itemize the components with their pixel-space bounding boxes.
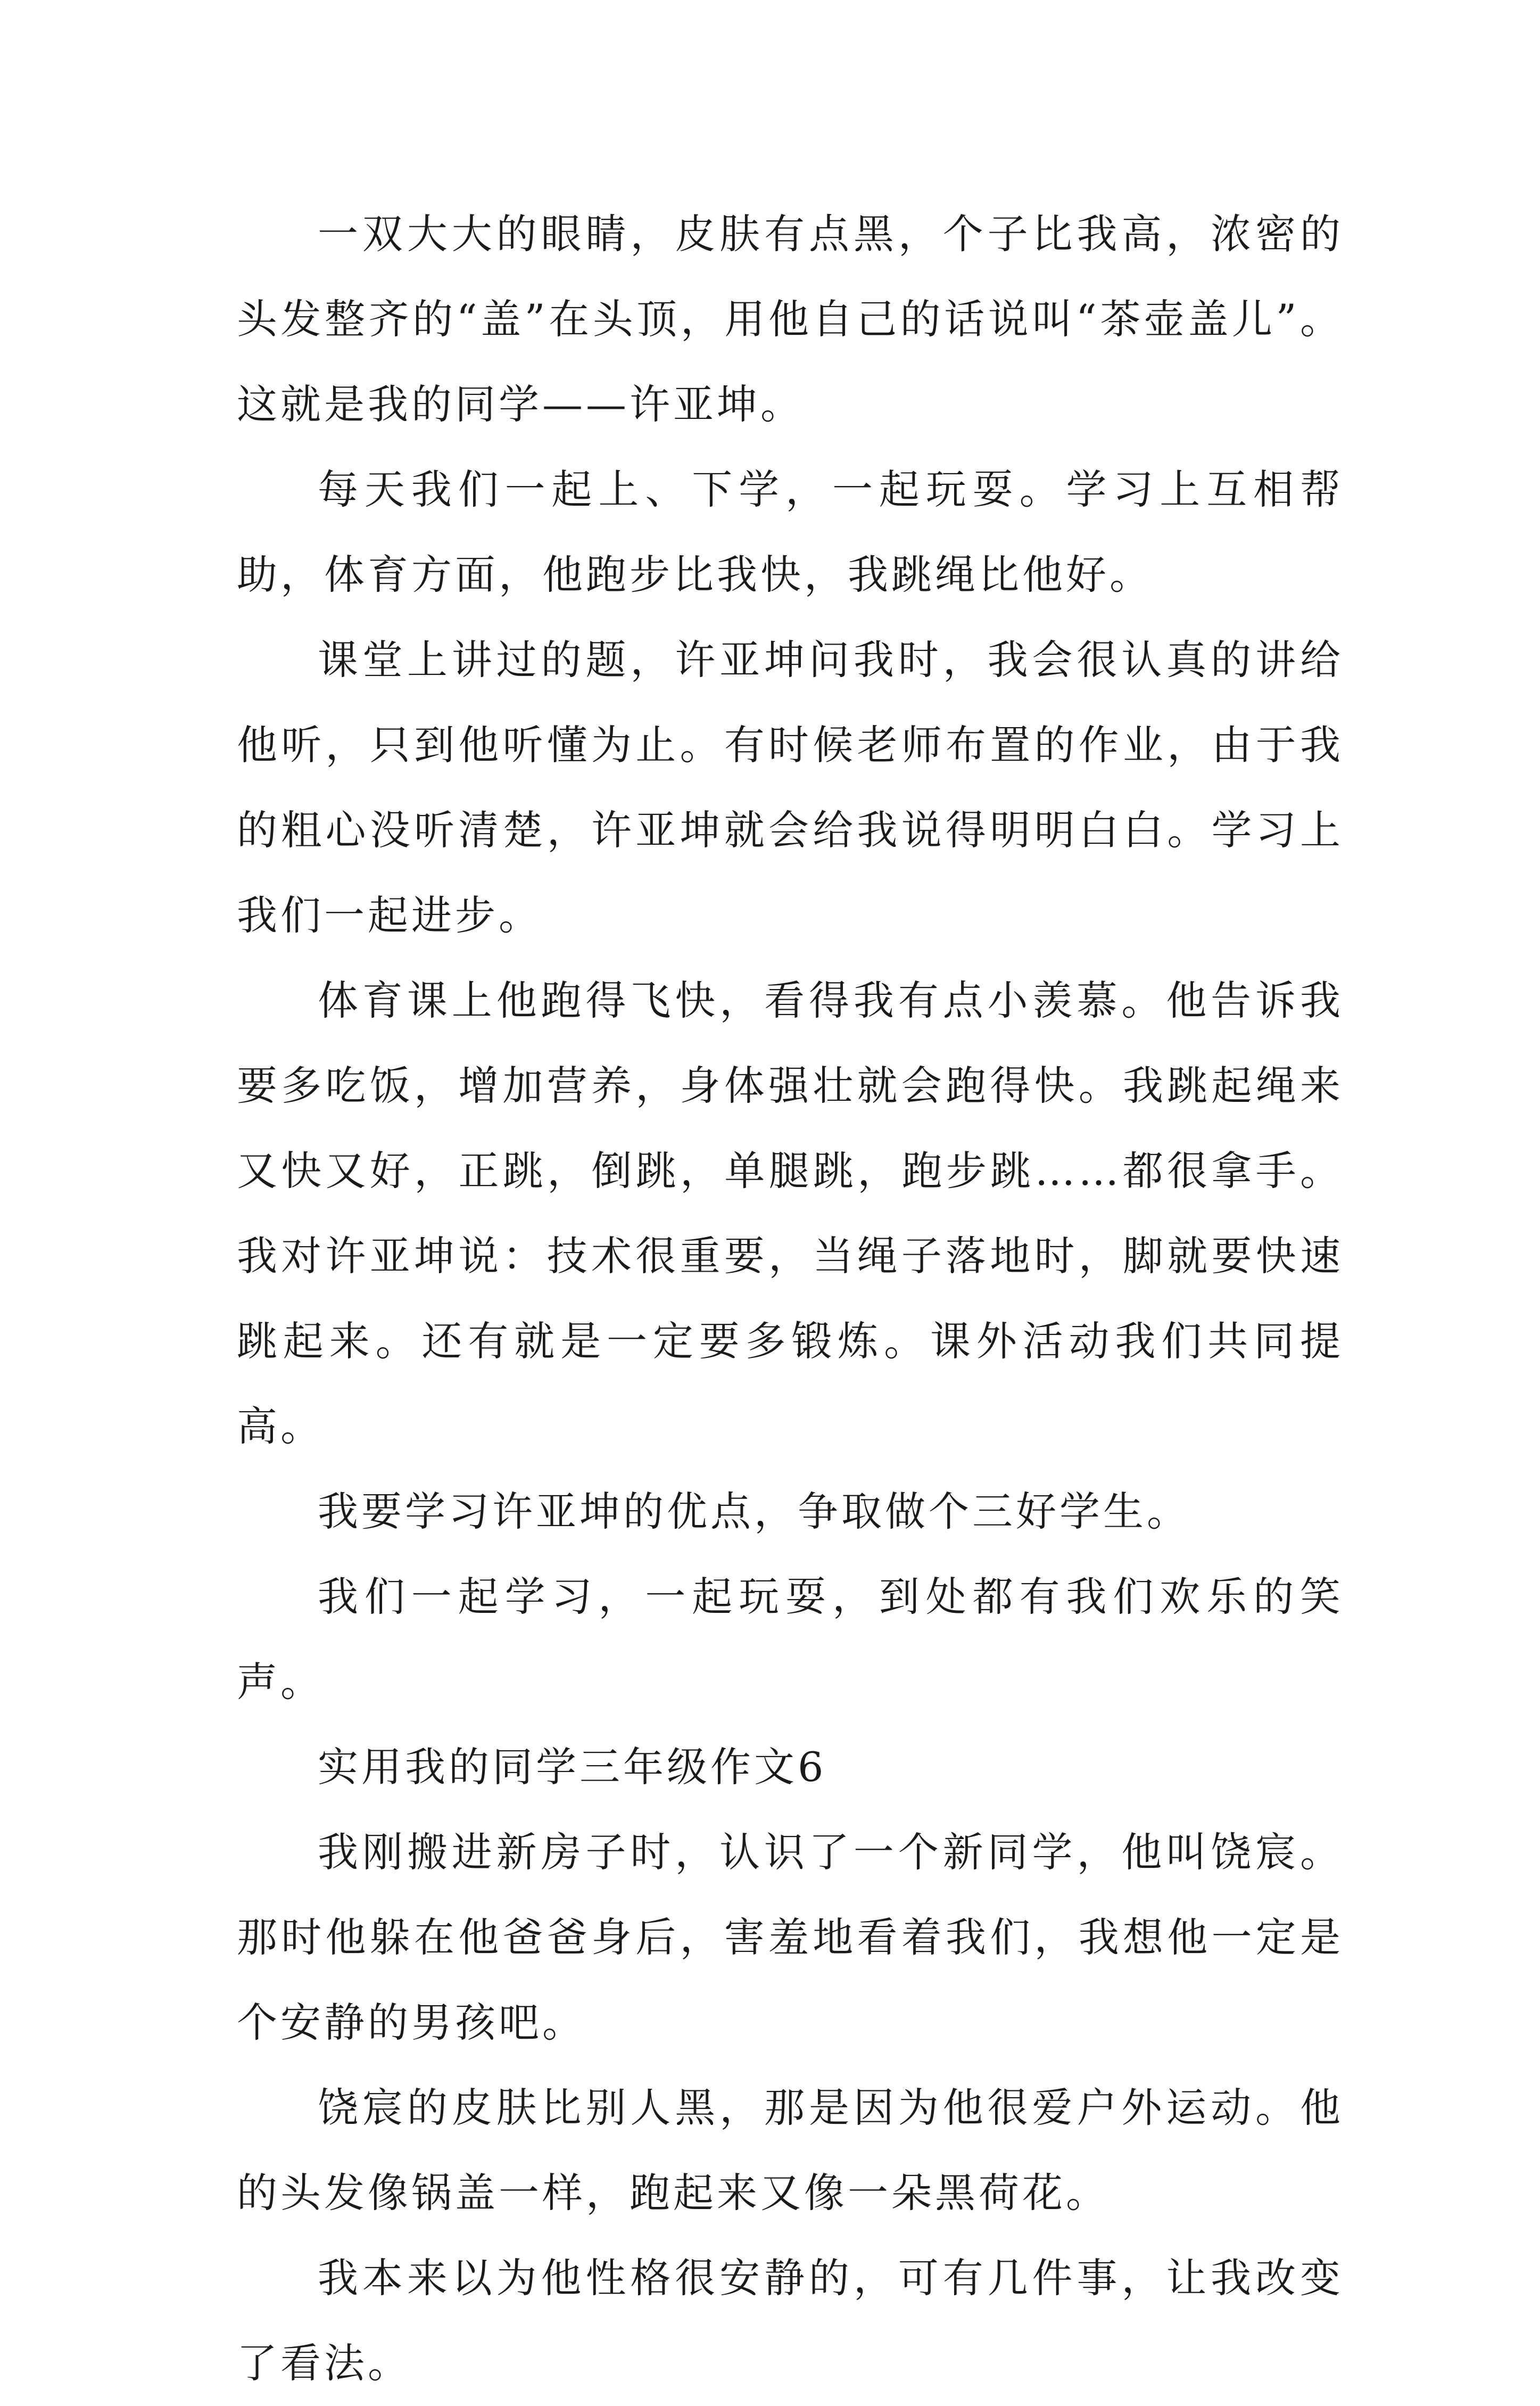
paragraph-1: 一双大大的眼睛，皮肤有点黑，个子比我高，浓密的头发整齐的“盖”在头顶，用他自己的话说叫“茶壶盖儿”。这就是我的同学——许亚坤。 — [237, 210, 1344, 428]
paragraph-8: 饶宸的皮肤比别人黑，那是因为他很爱户外运动。他的头发像锅盖一样，跑起来又像一朵黑荷花。 — [237, 2084, 1344, 2217]
section-heading: 实用我的同学三年级作文6 — [318, 1743, 827, 1791]
paragraph-3: 课堂上讲过的题，许亚坤问我时，我会很认真的讲给他听，只到他听懂为止。有时候老师布置的作业，由于我的粗心没听清楚，许亚坤就会给我说得明明白白。学习上我们一起进步。 — [237, 636, 1344, 939]
paragraph-2: 每天我们一起上、下学，一起玩耍。学习上互相帮助，体育方面，他跑步比我快，我跳绳比他好。 — [237, 466, 1344, 598]
paragraph-6: 我们一起学习，一起玩耍，到处都有我们欢乐的笑声。 — [237, 1573, 1344, 1705]
paragraph-5: 我要学习许亚坤的优点，争取做个三好学生。 — [318, 1488, 1190, 1535]
paragraph-7: 我刚搬进新房子时，认识了一个新同学，他叫饶宸。那时他躲在他爸爸身后，害羞地看着我们，我想他一定是个安静的男孩吧。 — [237, 1828, 1344, 2046]
essay-body — [237, 192, 1344, 2406]
paragraph-4: 体育课上他跑得飞快，看得我有点小羡慕。他告诉我要多吃饭，增加营养，身体强壮就会跑得快。我跳起绳来又快又好，正跳，倒跳，单腿跳，跑步跳……都很拿手。我对许亚坤说：技术很重要，当绳子落地时，脚就要快速跳起来。还有就是一定要多锻炼。课外活动我们共同提高。 — [237, 977, 1344, 1450]
paragraph-9: 我本来以为他性格很安静的，可有几件事，让我改变了看法。 — [237, 2254, 1344, 2387]
